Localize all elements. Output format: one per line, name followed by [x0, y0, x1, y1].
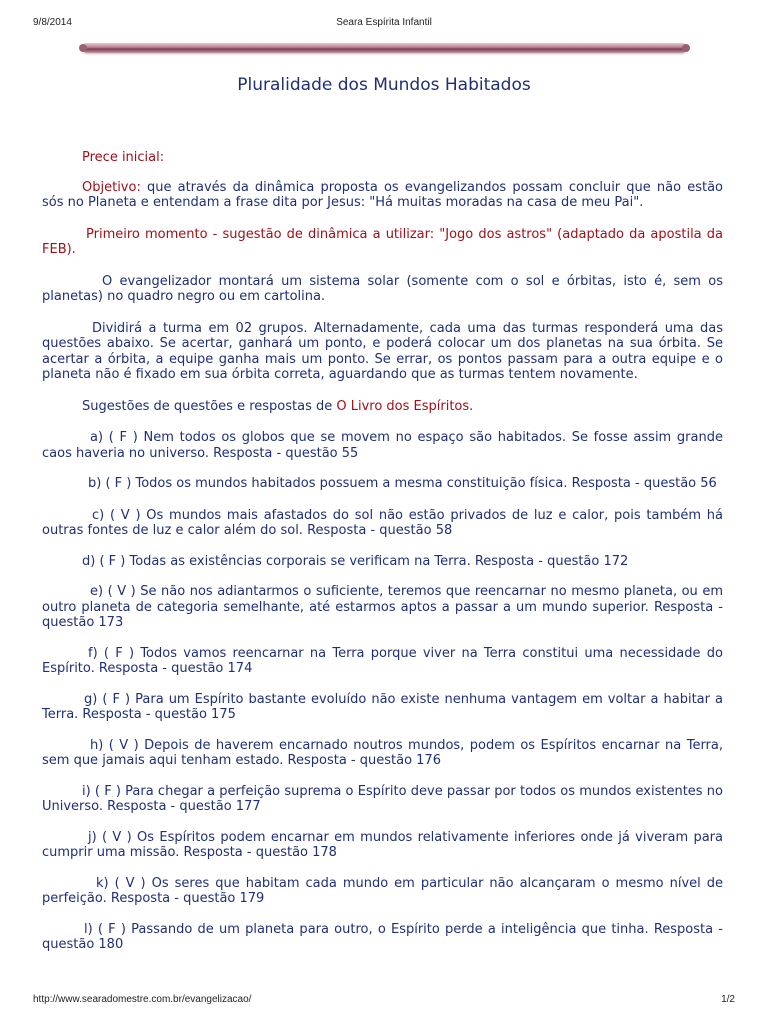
objetivo-label: Objetivo: — [82, 179, 141, 195]
question-item: l) ( F ) Passando de um planeta para outro, o Espírito perde a inteligência que tinha. Resposta - questão 180 — [42, 921, 723, 952]
question-item: e) ( V ) Se não nos adiantarmos o suficiente, teremos que reencarnar no mesmo planeta, ou em outro planeta de categoria semelhante, até estarmos aptos a passar a um mundo superior. Resposta - questão 173 — [42, 584, 723, 630]
paragraph-sistema-solar: O evangelizador montará um sistema solar (somente com o sol e órbitas, isto é, sem os planetas) no quadro negro ou em cartolina. — [42, 273, 723, 304]
livro-link[interactable]: O Livro dos Espíritos — [336, 398, 470, 414]
decorative-divider — [82, 43, 687, 53]
sugestoes-prefix: Sugestões de questões e respostas de — [82, 398, 337, 414]
objetivo-text: que através da dinâmica proposta os evangelizandos possam concluir que não estão sós no Planeta e entendam a frase dita por Jesus: "Há muitas moradas na casa de meu Pai". — [42, 179, 723, 210]
question-item: g) ( F ) Para um Espírito bastante evoluído não existe nenhuma vantagem em voltar a habitar a Terra. Resposta - questão 175 — [42, 691, 723, 722]
question-item: d) ( F ) Todas as existências corporais se verificam na Terra. Resposta - questão 172 — [82, 553, 629, 569]
question-item: j) ( V ) Os Espíritos podem encarnar em mundos relativamente inferiores onde já viveram para cumprir uma missão. Resposta - questão 178 — [42, 829, 723, 860]
objetivo-paragraph — [42, 180, 723, 211]
page-title: Pluralidade dos Mundos Habitados — [237, 75, 531, 95]
question-item: c) ( V ) Os mundos mais afastados do sol não estão privados de luz e calor, pois também há outras fontes de luz e calor além do sol. Resposta - questão 58 — [42, 507, 723, 538]
prece-label: Prece inicial: — [82, 150, 165, 165]
question-item: k) ( V ) Os seres que habitam cada mundo em particular não alcançaram o mesmo nível de perfeição. Resposta - questão 179 — [42, 875, 723, 906]
primeiro-momento: Primeiro momento - sugestão de dinâmica a utilizar: "Jogo dos astros" (adaptado da apostila da FEB). — [42, 226, 723, 257]
question-item: b) ( F ) Todos os mundos habitados possuem a mesma constituição física. Resposta - questão 56 — [88, 476, 717, 491]
question-item: i) ( F ) Para chegar a perfeição suprema o Espírito deve passar por todos os mundos existentes no Universo. Resposta - questão 177 — [42, 783, 723, 814]
sugestoes-paragraph — [42, 399, 723, 415]
footer-url: http://www.searadomestre.com.br/evangelizacao/ — [33, 994, 252, 1005]
footer-page-number: 1/2 — [721, 994, 735, 1005]
question-item: f) ( F ) Todos vamos reencarnar na Terra porque viver na Terra constitui uma necessidade do Espírito. Resposta - questão 174 — [42, 645, 723, 676]
sugestoes-suffix: . — [469, 398, 474, 414]
article-body — [42, 150, 723, 953]
question-item: a) ( F ) Nem todos os globos que se movem no espaço são habitados. Se fosse assim grande caos haveria no universo. Resposta - questão 55 — [42, 430, 723, 461]
print-date: 9/8/2014 — [33, 17, 72, 28]
question-item: h) ( V ) Depois de haverem encarnado noutros mundos, podem os Espíritos encarnar na Terra, sem que jamais aqui tenham estado. Resposta - questão 176 — [42, 737, 723, 768]
paragraph-grupos: Dividirá a turma em 02 grupos. Alternadamente, cada uma das turmas responderá uma das questões abaixo. Se acertar, ganhará um ponto, e poderá colocar um dos planetas na sua órbita. Se acertar a órbita, a equipe ganha mais um ponto. Se errar, os pontos passam para a outra equipe e o planeta não é fixado em sua órbita correta, aguardando que as turmas tentem novamente. — [42, 320, 723, 382]
print-header-title: Seara Espírita Infantil — [336, 17, 432, 28]
